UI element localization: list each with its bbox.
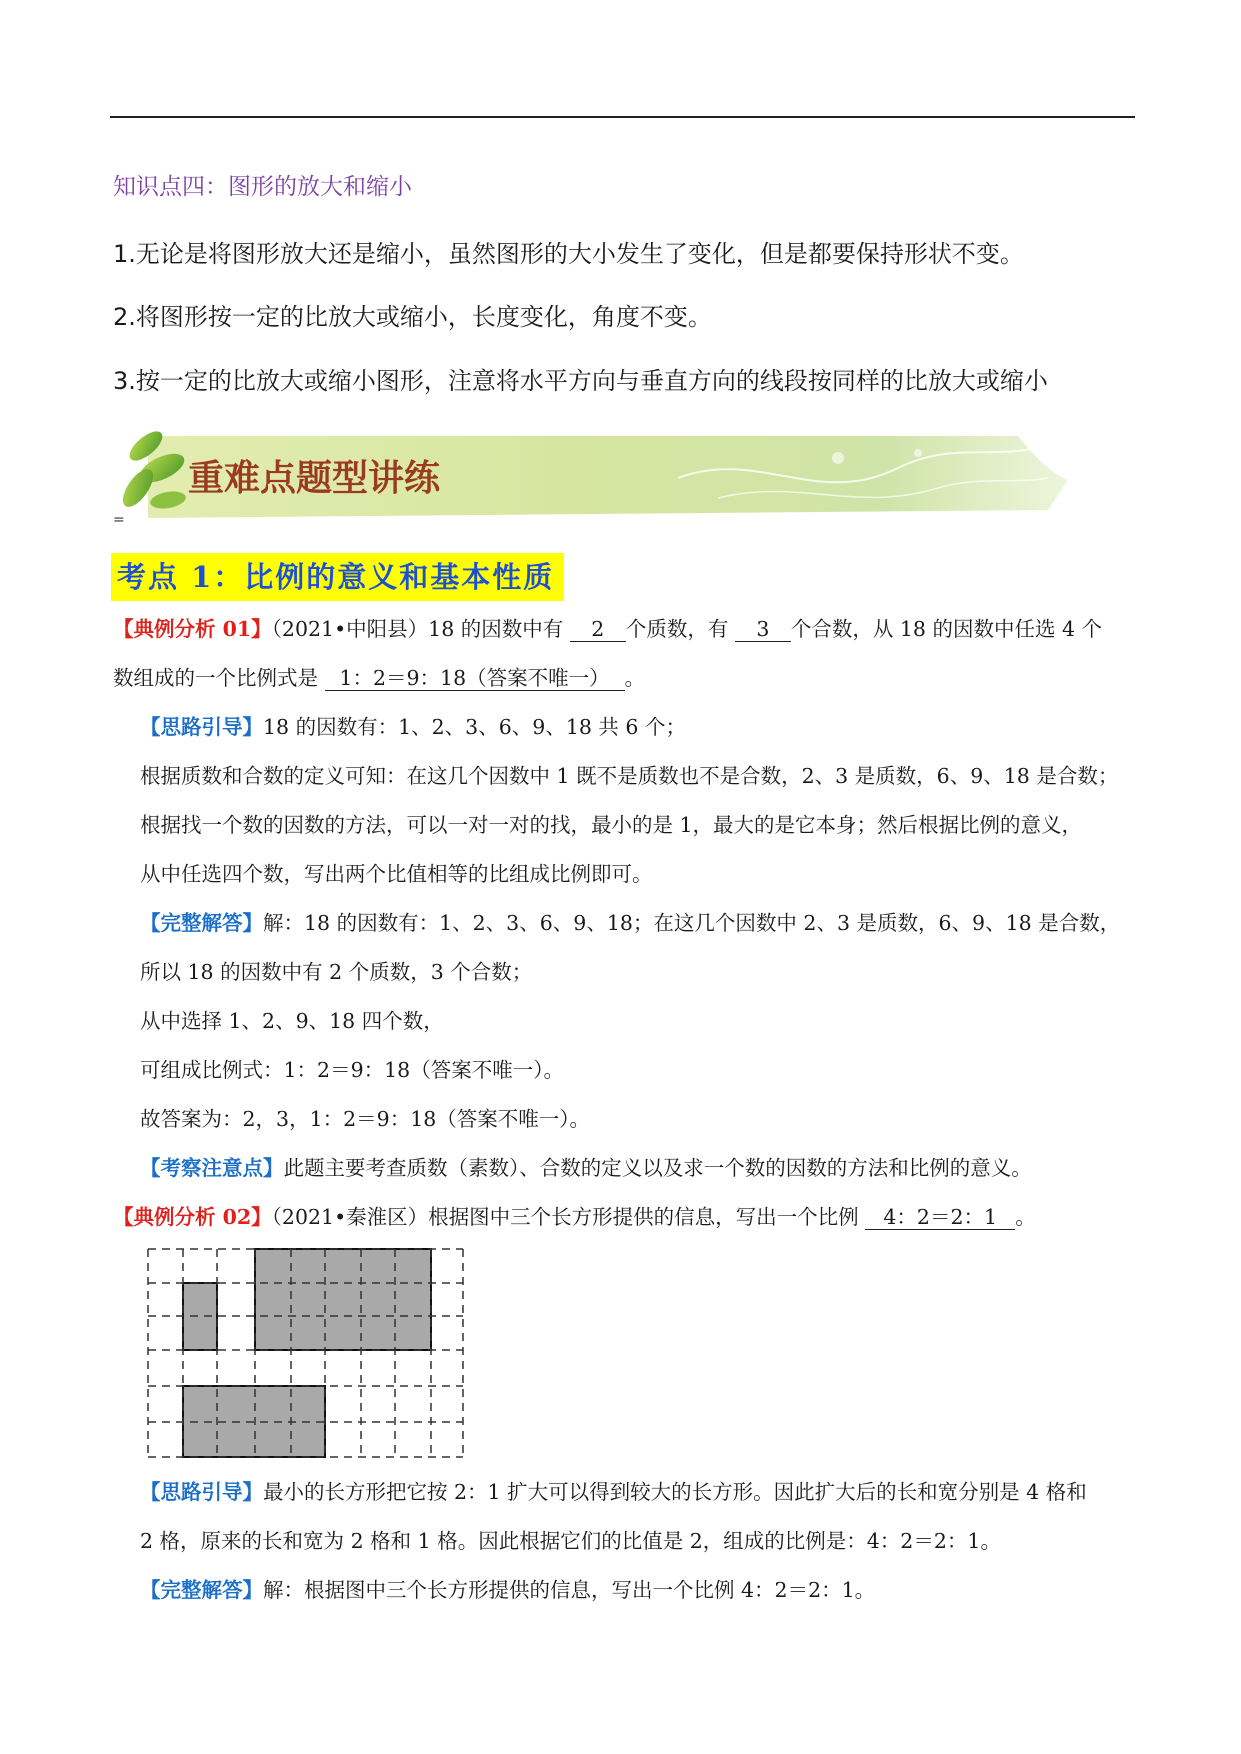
ex2-hint2: 2 格，原来的长和宽为 2 格和 1 格。因此根据它们的比值是 2，组成的比例是：4：2＝2：1。: [140, 1529, 1001, 1553]
ex1-sol2: 所以 18 的因数中有 2 个质数，3 个合数；: [140, 960, 533, 984]
ex1-q-a: （2021•中阳县）18 的因数中有: [271, 617, 564, 641]
ex1-note: 此题主要考查质数（素数）、合数的定义以及求一个数的因数的方法和比例的意义。: [283, 1156, 1032, 1180]
ex1-sol1: 解：18 的因数有：1、2、3、6、9、18；在这几个因数中 2、3 是质数，6、9、18 是合数，: [263, 911, 1121, 935]
knowledge-title: 知识点四：图形的放大和缩小: [113, 174, 412, 200]
ex1-question-line1: [113, 615, 1102, 643]
ex2-hint1: 最小的长方形把它按 2：1 扩大可以得到较大的长方形。因此扩大后的长和宽分别是 4 格和: [263, 1480, 1087, 1504]
knowledge-point-2: 2.将图形按一定的比放大或缩小，长度变化，角度不变。: [113, 303, 712, 331]
section-title: 考点 1：比例的意义和基本性质: [111, 553, 564, 601]
ex1-answer-3: 1：2＝9：18（答案不唯一）: [325, 666, 625, 691]
ex1-answer-1: 2: [570, 617, 626, 642]
ex1-answer-2: 3: [735, 617, 791, 642]
section-banner: [118, 418, 1082, 528]
ex2-sol: 解：根据图中三个长方形提供的信息，写出一个比例 4：2＝2：1。: [263, 1578, 876, 1602]
ex1-hint2: 根据质数和合数的定义可知：在这几个因数中 1 既不是质数也不是合数，2、3 是质数，6、9、18 是合数；: [140, 764, 1119, 788]
ex2-solution-line: [140, 1576, 875, 1604]
rectangles-grid-figure: [145, 1246, 467, 1460]
ex1-sol5: 故答案为：2，3，1：2＝9：18（答案不唯一）。: [140, 1107, 591, 1131]
ex2-hint-tag: 【思路引导】: [140, 1480, 263, 1504]
banner-mark: =: [113, 512, 125, 528]
ex1-hint1: 18 的因数有：1、2、3、6、9、18 共 6 个；: [263, 715, 686, 739]
ex1-sol3: 从中选择 1、2、9、18 四个数，: [140, 1009, 444, 1033]
ex1-question-line2: [113, 664, 645, 692]
banner-title: 重难点题型讲练: [188, 458, 441, 499]
ex1-tag: 【典例分析 01】: [113, 617, 272, 641]
ex2-sol-tag: 【完整解答】: [140, 1578, 263, 1602]
knowledge-point-3: 3.按一定的比放大或缩小图形，注意将水平方向与垂直方向的线段按同样的比放大或缩小: [113, 367, 1048, 395]
ex1-note-tag: 【考察注意点】: [140, 1156, 284, 1180]
ex1-hint3: 根据找一个数的因数的方法，可以一对一对的找，最小的是 1，最大的是它本身；然后根据比例的意义，: [140, 813, 1083, 837]
ex1-q-d: 数组成的一个比例式是: [113, 666, 318, 690]
ex2-answer: 4：2＝2：1: [865, 1205, 1015, 1230]
header-rule: [110, 116, 1135, 118]
knowledge-point-1: 1.无论是将图形放大还是缩小，虽然图形的大小发生了变化，但是都要保持形状不变。: [113, 240, 1024, 268]
ex2-tag: 【典例分析 02】: [113, 1205, 272, 1229]
ex1-note-line: [140, 1154, 1032, 1182]
ex1-solution-line1: [140, 909, 1120, 937]
ex1-q-b: 个质数，有: [625, 617, 729, 641]
ex1-sol-tag: 【完整解答】: [140, 911, 263, 935]
ex2-q-a: （2021•秦淮区）根据图中三个长方形提供的信息，写出一个比例: [271, 1205, 859, 1229]
ex2-question-line: [113, 1203, 1036, 1231]
ex2-hint-line1: [140, 1478, 1087, 1506]
ex1-hint-tag: 【思路引导】: [140, 715, 263, 739]
ex1-sol4: 可组成比例式：1：2＝9：18（答案不唯一）。: [140, 1058, 564, 1082]
ex1-hint4: 从中任选四个数，写出两个比值相等的比组成比例即可。: [140, 862, 653, 886]
ex1-hint-line1: [140, 713, 686, 741]
ex2-q-b: 。: [1015, 1205, 1036, 1229]
large-rectangle: [255, 1249, 431, 1350]
ex1-q-e: 。: [624, 666, 646, 690]
ex1-q-c: 个合数，从 18 的因数中任选 4 个: [790, 617, 1103, 641]
